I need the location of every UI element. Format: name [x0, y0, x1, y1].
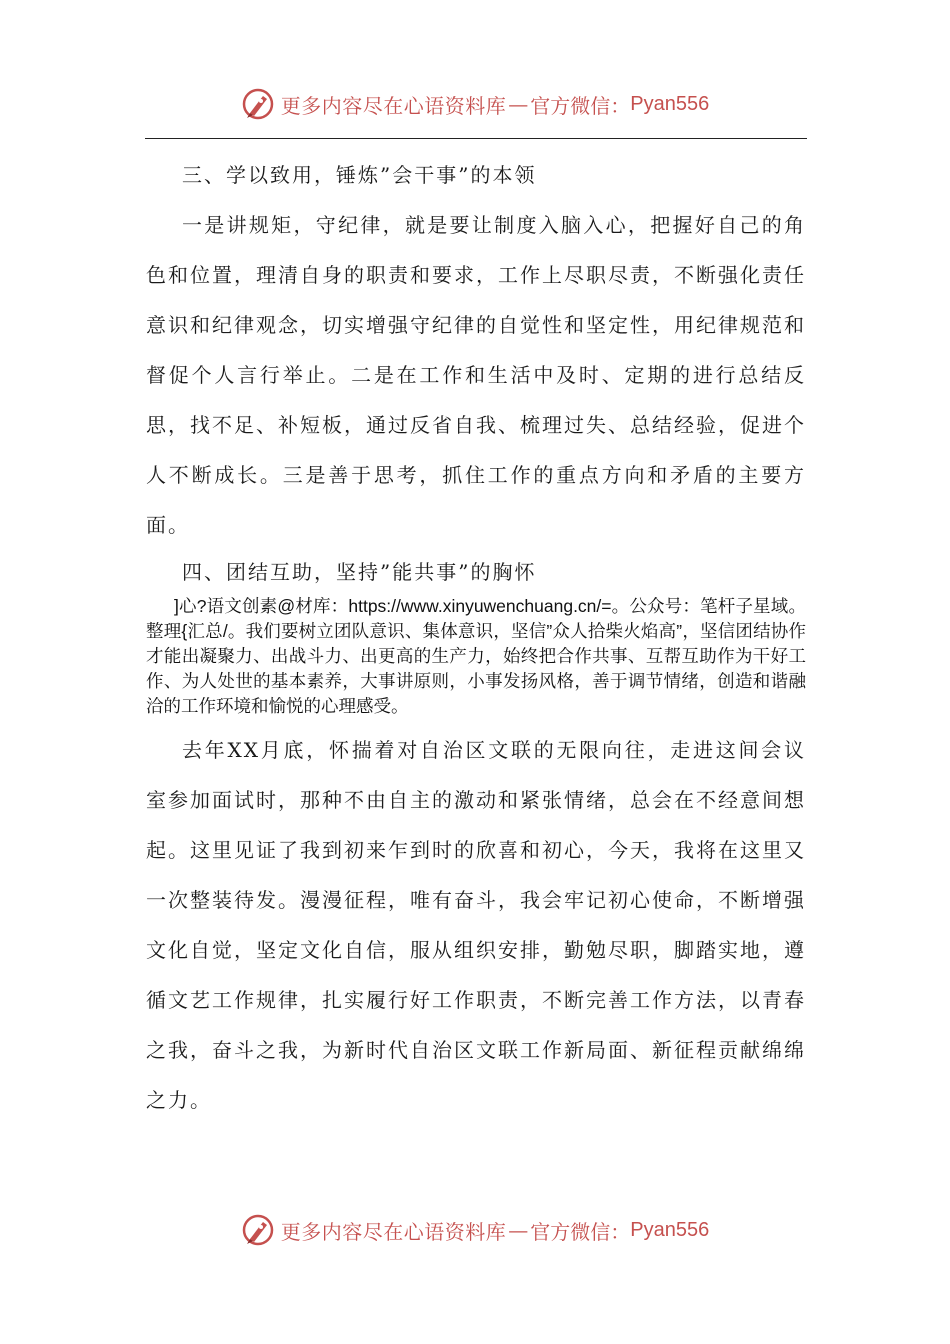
- footer-handle: Pyan556: [630, 1218, 710, 1241]
- pen-logo-icon: [241, 87, 275, 121]
- paragraph-1: 一是讲规矩，守纪律，就是要让制度入脑入心，把握好自己的角色和位置，理清自身的职责和要求，工作上尽职尽责，不断强化责任意识和纪律观念，切实增强守纪律的自觉性和坚定性，用纪律规范和督促个人言行举止。二是在工作和生活中及时、定期的进行总结反思，找不足、补短板，通过反省自我、梳理过失、总结经验，促进个人不断成长。三是善于思考，抓住工作的重点方向和矛盾的主要方面。: [146, 213, 806, 537]
- footer-wechat-label: 官方微信：: [530, 1219, 631, 1244]
- pen-logo-icon: [241, 1213, 275, 1247]
- banner-wechat-label: 官方微信：: [530, 93, 631, 118]
- section-heading-3: 三、学以致用，锤炼”会干事”的本领: [182, 163, 537, 187]
- header-divider: [145, 138, 807, 139]
- footer-separator: —: [508, 1218, 529, 1242]
- banner-handle: Pyan556: [630, 92, 710, 115]
- paragraph-2: ]心?语文创素@材库：https://www.xinyuwenchuang.cn/=。公众号：笔杆子星域。整理{汇总/。我们要树立团队意识、集体意识，坚信”众人拾柴火焰高”，坚信团结协作才能出凝聚力、出战斗力、出更高的生产力，始终把合作共事、互帮互助作为干好工作、为人处世的基本素养，大事讲原则，小事发扬风格，善于调节情绪，创造和谐融洽的工作环境和愉悦的心理感受。: [146, 596, 806, 716]
- document-body: [146, 150, 806, 1125]
- footer-slogan: 更多内容尽在心语资料库: [280, 1219, 507, 1244]
- banner-slogan: 更多内容尽在心语资料库: [280, 93, 507, 118]
- header-banner: [0, 84, 950, 124]
- footer-banner: [0, 1210, 950, 1250]
- banner-separator: —: [508, 92, 529, 116]
- paragraph-3: 去年XX月底，怀揣着对自治区文联的无限向往，走进这间会议室参加面试时，那种不由自主的激动和紧张情绪，总会在不经意间想起。这里见证了我到初来乍到时的欣喜和初心，今天，我将在这里又一次整装待发。漫漫征程，唯有奋斗，我会牢记初心使命，不断增强文化自觉，坚定文化自信，服从组织安排，勤勉尽职，脚踏实地，遵循文艺工作规律，扎实履行好工作职责，不断完善工作方法，以青春之我，奋斗之我，为新时代自治区文联工作新局面、新征程贡献绵绵之力。: [146, 738, 806, 1112]
- section-heading-4: 四、团结互助，坚持”能共事”的胸怀: [182, 560, 537, 584]
